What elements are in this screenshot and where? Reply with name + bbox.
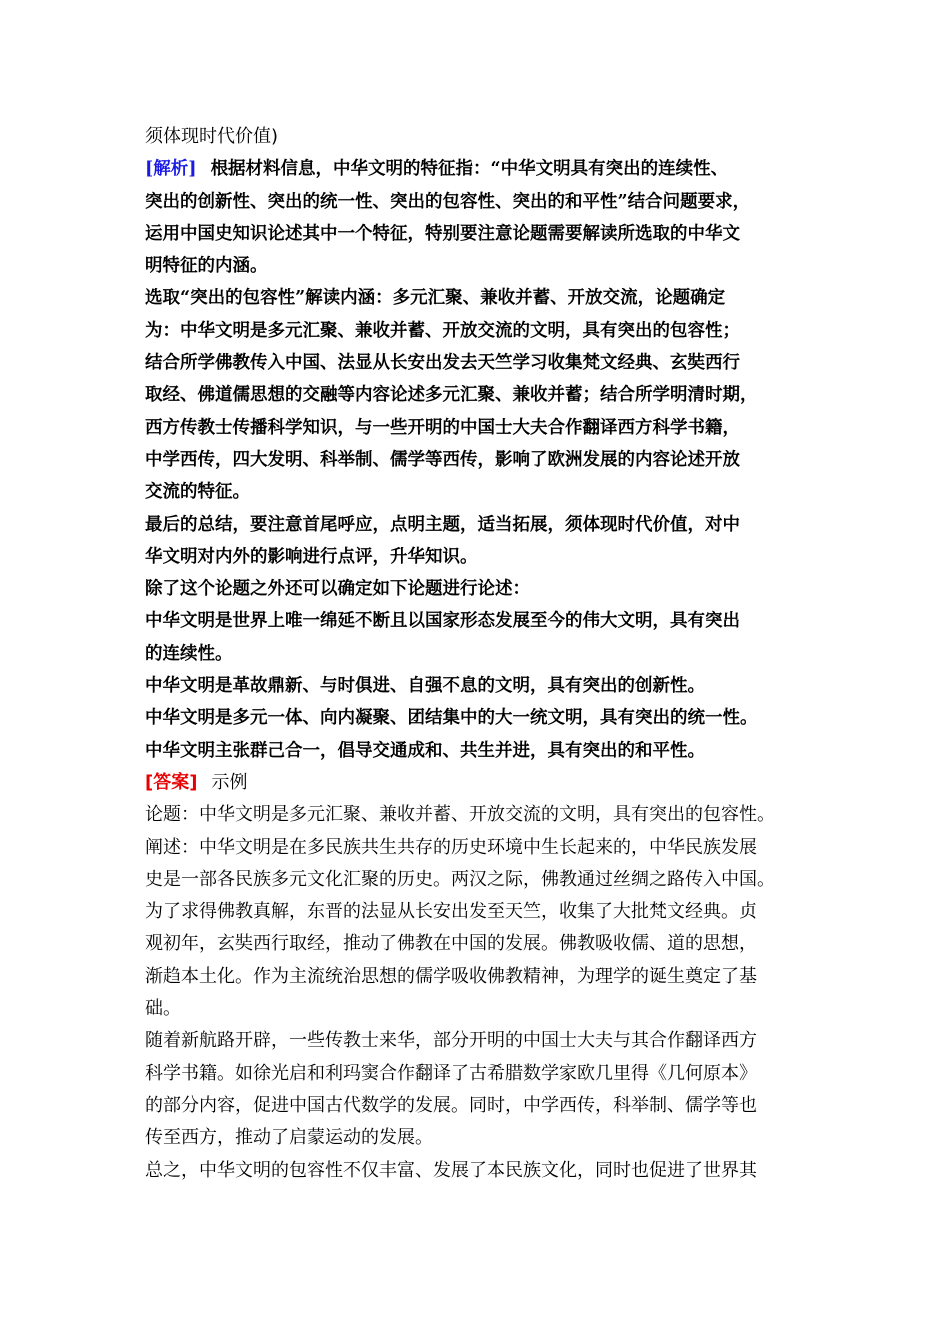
analysis-text: 中学西传，四大发明、科举制、儒学等西传，影响了欧洲发展的内容论述开放 [145, 449, 740, 470]
analysis-text: 明特征的内涵。 [145, 256, 268, 277]
answer-text: 为了求得佛教真解，东晋的法显从长安出发至天竺，收集了大批梵文经典。贞 [145, 901, 757, 923]
answer-text: 论题：中华文明是多元汇聚、兼收并蓄、开放交流的文明，具有突出的包容性。 [145, 804, 775, 826]
analysis-text: 运用中国史知识论述其中一个特征，特别要注意论题需要解读所选取的中华文 [145, 223, 740, 244]
top-fragment-line [145, 121, 825, 153]
answer-line [145, 1122, 825, 1154]
analysis-text: 突出的创新性、突出的统一性、突出的包容性、突出的和平性”结合问题要求， [145, 191, 751, 212]
answer-line [145, 799, 825, 831]
answer-text: 史是一部各民族多元文化汇聚的历史。两汉之际，佛教通过丝绸之路传入中国。 [145, 868, 775, 890]
analysis-line [145, 670, 825, 702]
top-fragment-text: 须体现时代价值) [145, 126, 279, 147]
answer-line [145, 928, 825, 960]
answer-line [145, 961, 825, 993]
analysis-text: 最后的总结，要注意首尾呼应，点明主题，适当拓展，须体现时代价值，对中 [145, 514, 740, 535]
analysis-line [145, 186, 825, 218]
analysis-line [145, 638, 825, 670]
answer-line [145, 896, 825, 928]
analysis-line [145, 573, 825, 605]
analysis-line [145, 702, 825, 734]
answer-label: 示例 [211, 771, 248, 793]
analysis-line [145, 315, 825, 347]
analysis-text: 根据材料信息，中华文明的特征指：“中华文明具有突出的连续性、 [210, 159, 729, 180]
answer-text: 阐述：中华文明是在多民族共生共存的历史环境中生长起来的，中华民族发展 [145, 836, 757, 858]
answer-line [145, 1155, 825, 1187]
analysis-text: 的连续性。 [145, 643, 233, 664]
answer-text: 随着新航路开辟，一些传教士来华，部分开明的中国士大夫与其合作翻译西方 [145, 1030, 757, 1052]
analysis-text: 中华文明是多元一体、向内凝聚、团结集中的大一统文明，具有突出的统一性。 [145, 708, 758, 729]
analysis-text: 选取“突出的包容性”解读内涵：多元汇聚、兼收并蓄、开放交流，论题确定 [145, 288, 726, 309]
analysis-line [145, 412, 825, 444]
answer-line [145, 993, 825, 1025]
answer-text: 总之，中华文明的包容性不仅丰富、发展了本民族文化，同时也促进了世界其 [145, 1159, 757, 1181]
analysis-line [145, 282, 825, 314]
answer-text: 的部分内容，促进中国古代数学的发展。同时，中学西传，科举制、儒学等也 [145, 1094, 757, 1116]
answer-text: 传至西方，推动了启蒙运动的发展。 [145, 1127, 433, 1149]
analysis-text: 交流的特征。 [145, 482, 250, 503]
analysis-text: 除了这个论题之外还可以确定如下论题进行论述： [145, 579, 530, 600]
answer-line [145, 832, 825, 864]
analysis-line [145, 509, 825, 541]
answer-line [145, 1058, 825, 1090]
answer-section [145, 767, 825, 1187]
analysis-line [145, 476, 825, 508]
answer-line [145, 1090, 825, 1122]
analysis-line [145, 347, 825, 379]
analysis-text: 取经、佛道儒思想的交融等内容论述多元汇聚、兼收并蓄；结合所学明清时期， [145, 385, 758, 406]
answer-text: 渐趋本土化。作为主流统治思想的儒学吸收佛教精神，为理学的诞生奠定了基 [145, 965, 757, 987]
analysis-line [145, 444, 825, 476]
analysis-text: 结合所学佛教传入中国、法显从长安出发去天竺学习收集梵文经典、玄奘西行 [145, 353, 740, 374]
analysis-text: 西方传教士传播科学知识，与一些开明的中国士大夫合作翻译西方科学书籍， [145, 417, 740, 438]
analysis-section [145, 153, 825, 767]
analysis-tag: [解析] [145, 159, 197, 180]
analysis-text: 华文明对内外的影响进行点评，升华知识。 [145, 546, 478, 567]
answer-text: 础。 [145, 998, 181, 1020]
analysis-line [145, 735, 825, 767]
analysis-line [145, 541, 825, 573]
answer-heading-line [145, 767, 825, 799]
document-page [145, 121, 825, 1187]
analysis-line [145, 605, 825, 637]
answer-text: 科学书籍。如徐光启和利玛窦合作翻译了古希腊数学家欧几里得《几何原本》 [145, 1062, 757, 1084]
analysis-text: 中华文明是革故鼎新、与时俱进、自强不息的文明，具有突出的创新性。 [145, 676, 705, 697]
answer-tag: [答案] [145, 771, 198, 793]
answer-text: 观初年，玄奘西行取经，推动了佛教在中国的发展。佛教吸收儒、道的思想， [145, 933, 757, 955]
analysis-line [145, 153, 825, 185]
analysis-line [145, 218, 825, 250]
answer-line [145, 864, 825, 896]
analysis-line [145, 379, 825, 411]
analysis-line [145, 250, 825, 282]
analysis-text: 为：中华文明是多元汇聚、兼收并蓄、开放交流的文明，具有突出的包容性； [145, 320, 740, 341]
analysis-text: 中华文明主张群己合一，倡导交通成和、共生并进，具有突出的和平性。 [145, 740, 705, 761]
answer-line [145, 1025, 825, 1057]
analysis-text: 中华文明是世界上唯一绵延不断且以国家形态发展至今的伟大文明，具有突出 [145, 611, 740, 632]
